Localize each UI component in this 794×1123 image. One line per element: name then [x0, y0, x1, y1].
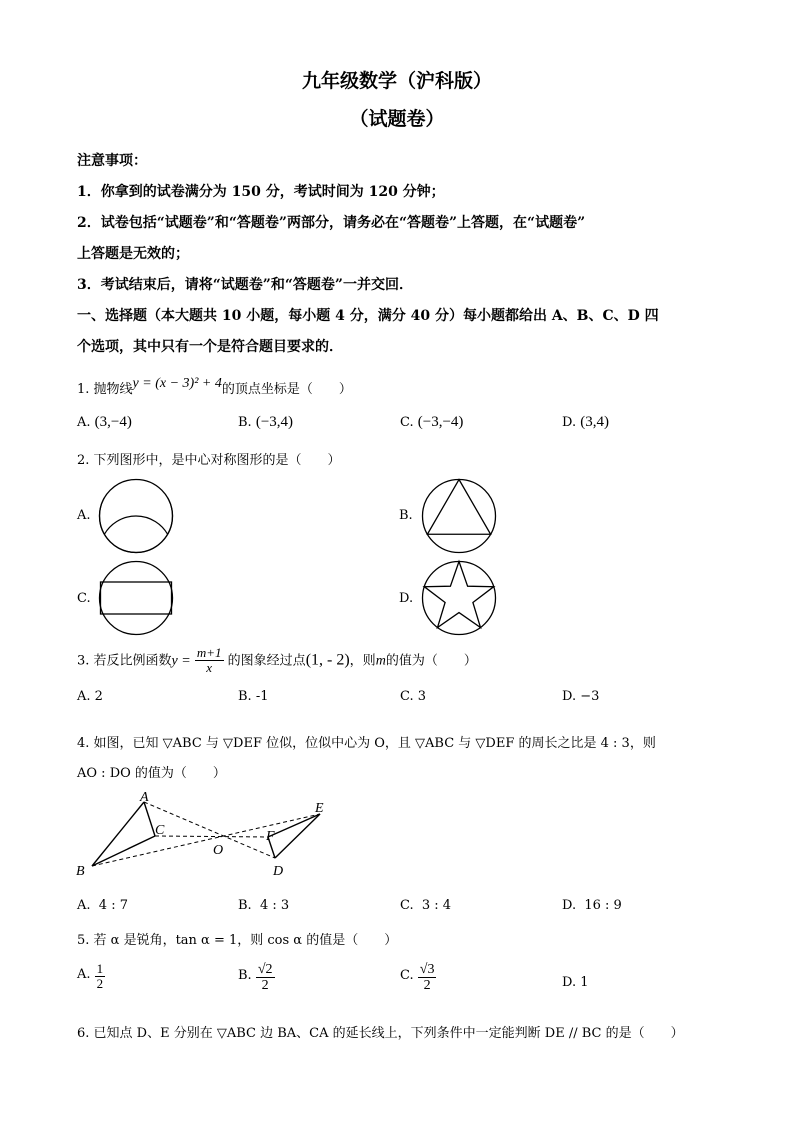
q2-option-c-label: C. [77, 591, 91, 606]
q2-option-d-label: D. [399, 591, 414, 606]
q2-option-a-label: A. [77, 508, 91, 523]
page-subtitle: （试题卷） [349, 108, 445, 130]
notice-item-3: 3．考试结束后，请将“试题卷”和“答题卷”一并交回． [77, 277, 413, 293]
q4-option-c: C. 3 : 4 [400, 898, 452, 913]
q4-label-e: E [315, 801, 324, 816]
q1-formula: y = (x − 3)² + 4 [132, 376, 222, 391]
section-1-line-2: 个选项，其中只有一个是符合题目要求的． [77, 339, 343, 355]
notice-item-2a: 2．试卷包括“试题卷”和“答题卷”两部分，请务必在“答题卷”上答题，在“试题卷” [77, 215, 586, 231]
q4-label-a: A [140, 790, 149, 805]
question-2: 2. 下列图形中，是中心对称图形的是（ ） [77, 453, 341, 468]
q1-option-d: D. (3,4) [562, 414, 609, 430]
q5-option-a: A. $\frac{1}{2}$ [77, 961, 104, 992]
q3-option-a: A. 2 [77, 689, 103, 704]
section-1-line-1: 一、选择题（本大题共 10 小题，每小题 4 分，满分 40 分）每小题都给出 A、B、C、D 四 [77, 308, 659, 324]
notice-item-1: 1．你拿到的试卷满分为 150 分，考试时间为 120 分钟； [77, 184, 445, 200]
notice-heading: 注意事项： [77, 153, 147, 169]
page-title: 九年级数学（沪科版） [301, 70, 492, 92]
q4-label-o: O [213, 843, 224, 858]
notice-item-2b: 上答题是无效的； [77, 246, 189, 262]
q3-option-b: B. -1 [238, 689, 269, 704]
q3-point: (1, - 2) [305, 651, 350, 669]
q1-option-b: B. (−3,4) [238, 414, 294, 430]
question-5: 5. 若 α 是锐角，tan α = 1，则 cos α 的值是（ ） [77, 933, 398, 948]
q4-option-a: A. 4 : 7 [77, 898, 128, 913]
question-6: 6. 已知点 D、E 分别在 ▽ABC 边 BA、CA 的延长线上，下列条件中一定能判断 DE // BC 的是（ ） [77, 1026, 684, 1041]
q4-label-f: F [266, 829, 275, 844]
q1-prefix: 1. 抛物线 [77, 382, 133, 397]
q5-option-c: C. $\frac{√3}{2}$ [400, 962, 435, 994]
q4-label-c: C [155, 823, 165, 838]
q2-figure-d-inscribed-star [421, 560, 497, 636]
q3-option-d: D. −3 [562, 689, 600, 704]
q3-fraction-num: m+1 [196, 645, 222, 660]
q3-option-c: C. 3 [400, 689, 427, 704]
q2-option-b-label: B. [399, 508, 413, 523]
q1-option-a-value: (3,−4) [94, 414, 132, 430]
q1-option-c-value: (−3,−4) [417, 414, 464, 430]
q1-option-c: C. (−3,−4) [400, 414, 464, 430]
q4-label-b: B [76, 864, 85, 879]
q1-option-d-value: (3,4) [580, 414, 609, 430]
q2-figure-a-three-arcs [98, 478, 174, 554]
q5-option-d: D. 1 [562, 975, 589, 990]
q2-figure-b-inscribed-triangle [421, 478, 497, 554]
q1-option-a: A. (3,−4) [77, 414, 132, 430]
q5-option-b: B. $\frac{√2}{2}$ [238, 962, 273, 994]
q1-option-b-value: (−3,4) [255, 414, 294, 430]
q4-label-d: D [273, 864, 284, 879]
question-1 [77, 378, 352, 398]
q4-homothety-figure [72, 790, 342, 885]
q4-option-b: B. 4 : 3 [238, 898, 290, 913]
question-3: 3. 若反比例函数y = $\frac{m+1}{x}$ 的图象经过点(1, - 2)，则m的值为（ ） [77, 645, 477, 676]
q1-suffix: 的顶点坐标是（ ） [221, 382, 352, 397]
q3-fraction-den: x [206, 660, 213, 676]
question-4-line-2: AO : DO 的值为（ ） [77, 766, 226, 781]
q2-figure-c-inscribed-rectangle [98, 560, 174, 636]
q4-option-d: D. 16 : 9 [562, 898, 622, 913]
question-4-line-1: 4. 如图，已知 ▽ABC 与 ▽DEF 位似，位似中心为 O，且 ▽ABC 与 ▽DEF 的周长之比是 4 : 3，则 [77, 736, 656, 751]
